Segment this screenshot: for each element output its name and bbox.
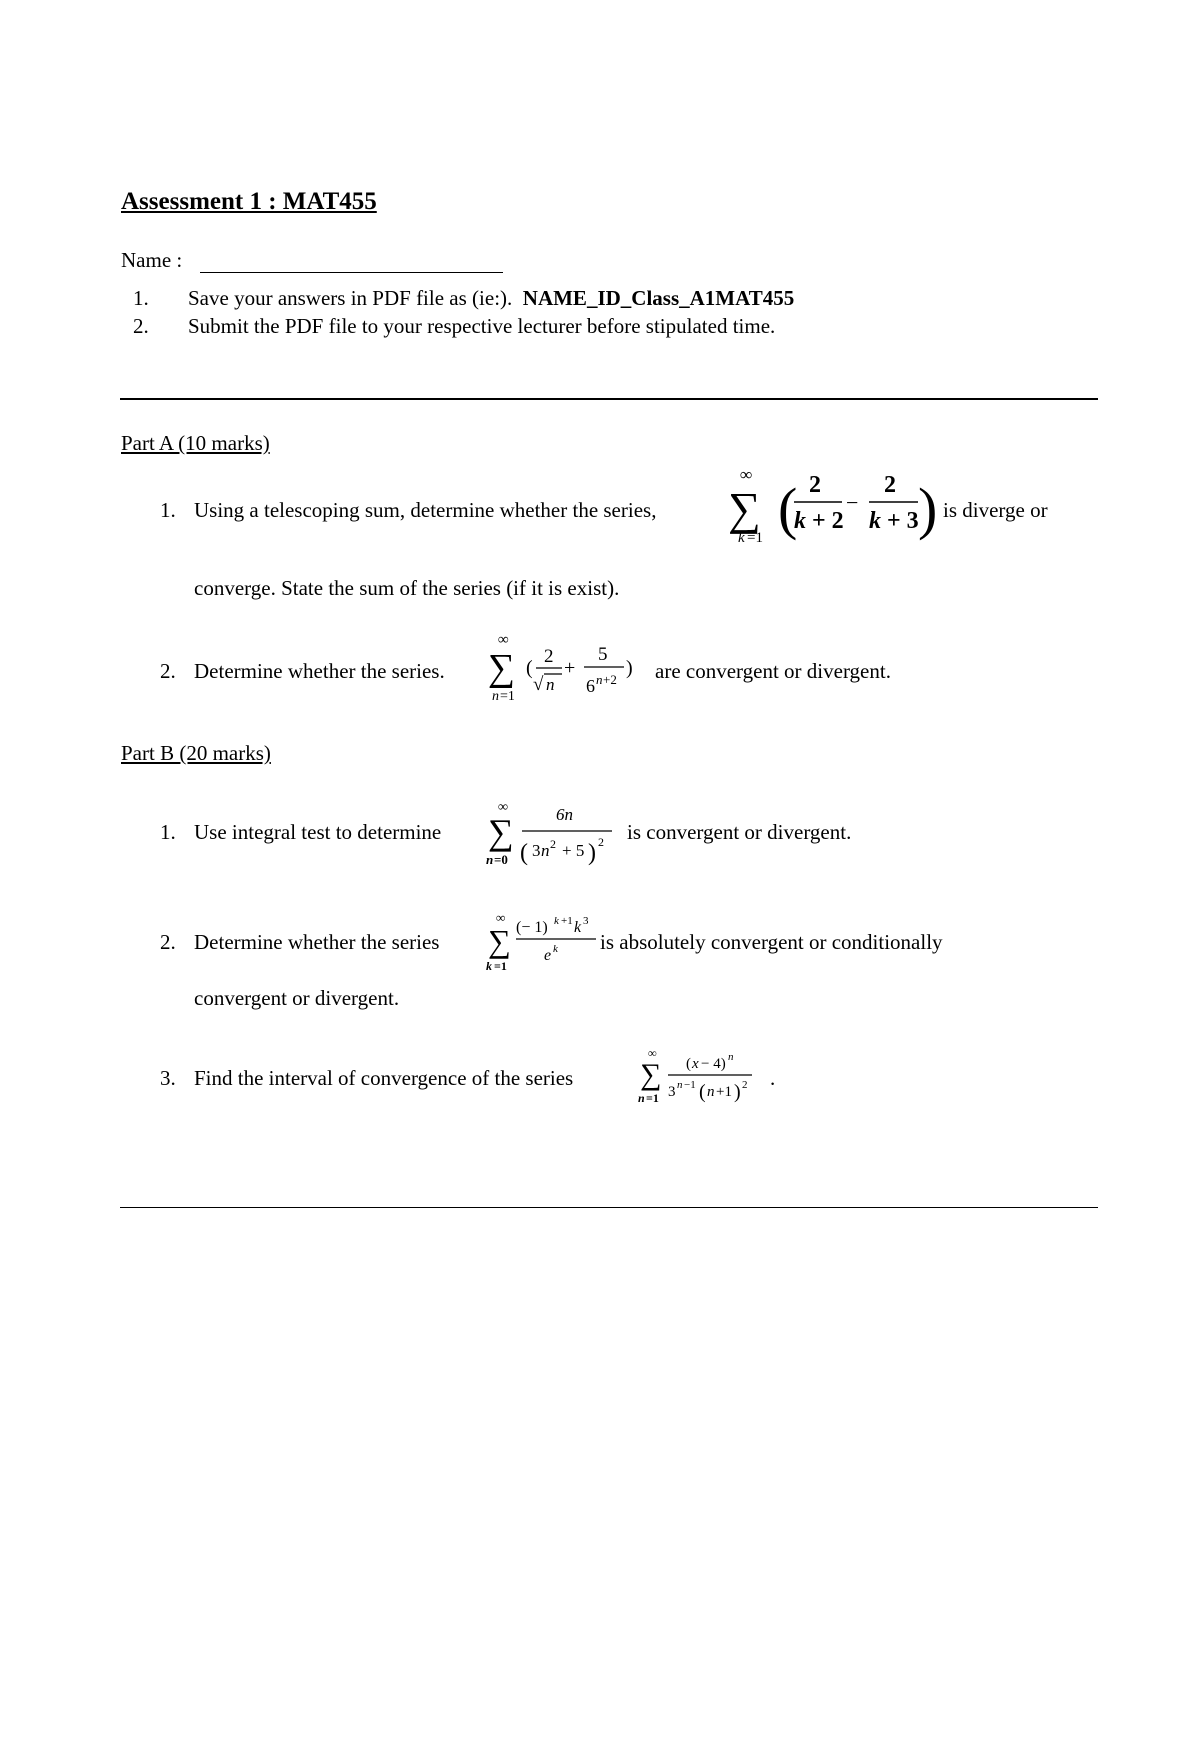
name-blank-line — [200, 272, 503, 273]
svg-text:3: 3 — [668, 1084, 676, 1100]
svg-text:=0: =0 — [494, 852, 508, 867]
part-b-q1-text-after: is convergent or divergent. — [627, 820, 852, 844]
svg-text:n: n — [596, 672, 603, 687]
part-a-q1-series-formula — [728, 462, 938, 544]
part-a-q1-number: 1. — [160, 498, 176, 522]
part-a-q1-continuation: converge. State the sum of the series (if it is exist). — [194, 576, 620, 600]
part-a-q2-text: Determine whether the series. — [194, 659, 445, 683]
svg-text:n: n — [486, 852, 494, 867]
svg-text:): ) — [626, 657, 633, 679]
instruction-number: 2. — [133, 314, 149, 338]
svg-text:): ) — [918, 476, 938, 541]
part-b-q2-text: Determine whether the series — [194, 930, 440, 954]
part-b-q1-text: Use integral test to determine — [194, 820, 442, 844]
svg-text:∞: ∞ — [496, 910, 506, 925]
svg-text:6n: 6n — [556, 805, 573, 824]
instruction-number: 1. — [133, 286, 149, 310]
svg-text:n: n — [728, 1051, 734, 1063]
svg-text:k: k — [738, 530, 745, 544]
part-a-q2-number: 2. — [160, 659, 176, 683]
part-b-q3-series-formula — [638, 1046, 766, 1110]
svg-text:∑: ∑ — [728, 483, 761, 534]
filename-format: NAME_ID_Class_A1MAT455 — [522, 286, 795, 310]
part-b-q3-text: Find the interval of convergence of the series — [194, 1066, 574, 1090]
svg-text:k + 2: k + 2 — [794, 508, 844, 534]
svg-text:n: n — [638, 1091, 645, 1105]
part-b-q1-number: 1. — [160, 820, 176, 844]
svg-text:+ 5: + 5 — [562, 841, 585, 860]
svg-text:∞: ∞ — [648, 1046, 657, 1060]
instruction-text: Save your answers in PDF file as (ie:). NAME_ID_Class_A1MAT455 — [188, 286, 795, 310]
part-a-heading: Part A (10 marks) — [121, 431, 270, 455]
svg-text:+: + — [564, 657, 576, 679]
svg-text:e: e — [544, 947, 552, 964]
svg-text:2: 2 — [550, 837, 556, 851]
svg-text:−: − — [846, 490, 859, 515]
svg-text:2: 2 — [809, 472, 821, 498]
part-b-q2-text-after: is absolutely convergent or conditionally — [600, 930, 943, 954]
svg-text:− 4): − 4) — [701, 1056, 726, 1072]
svg-text:=1: =1 — [747, 530, 763, 544]
svg-text:∑: ∑ — [488, 923, 511, 959]
svg-text:−1: −1 — [684, 1079, 696, 1091]
svg-text:(: ( — [526, 657, 533, 679]
svg-text:3: 3 — [583, 915, 589, 927]
svg-text:(: ( — [778, 476, 798, 541]
name-label: Name : — [121, 248, 183, 272]
svg-text:√: √ — [533, 674, 544, 695]
svg-text:): ) — [588, 840, 596, 866]
svg-text:∑: ∑ — [488, 812, 514, 852]
svg-text:∞: ∞ — [740, 465, 753, 484]
svg-text:n: n — [677, 1079, 683, 1091]
svg-text:n: n — [707, 1084, 715, 1100]
svg-text:∞: ∞ — [498, 800, 508, 815]
part-a-q2-series-formula — [486, 630, 646, 706]
svg-text:∞: ∞ — [498, 632, 509, 648]
svg-text:k: k — [486, 959, 492, 973]
part-b-q2-series-formula — [484, 910, 602, 978]
part-b-q3-text-after: . — [770, 1066, 776, 1090]
instruction-text: Submit the PDF file to your respective lecturer before stipulated time. — [188, 314, 776, 338]
svg-text:(: ( — [520, 840, 528, 866]
svg-text:k + 3: k + 3 — [869, 508, 919, 534]
svg-text:+1: +1 — [561, 915, 573, 927]
svg-text:=1: =1 — [646, 1091, 659, 1105]
svg-text:∑: ∑ — [488, 647, 516, 689]
part-b-q3-number: 3. — [160, 1066, 176, 1090]
svg-text:2: 2 — [544, 646, 554, 667]
svg-text:k: k — [553, 943, 558, 955]
svg-text:(: ( — [686, 1056, 691, 1072]
svg-text:k: k — [574, 919, 582, 936]
svg-text:5: 5 — [598, 644, 608, 665]
svg-text:+1: +1 — [716, 1084, 732, 1100]
svg-text:n: n — [546, 675, 555, 694]
svg-text:): ) — [734, 1081, 741, 1103]
part-a-q1-text: Using a telescoping sum, determine whether the series, — [194, 498, 657, 522]
part-b-heading: Part B (20 marks) — [121, 741, 271, 765]
svg-text:2: 2 — [598, 835, 604, 849]
part-b-q2-number: 2. — [160, 930, 176, 954]
svg-text:(− 1): (− 1) — [516, 919, 548, 936]
svg-text:∑: ∑ — [640, 1058, 662, 1091]
svg-text:n: n — [541, 841, 550, 860]
svg-text:2: 2 — [884, 472, 896, 498]
svg-text:x: x — [692, 1056, 699, 1072]
svg-text:k: k — [554, 915, 559, 927]
part-a-q2-text-after: are convergent or divergent. — [655, 659, 891, 683]
page-title: Assessment 1 : MAT455 — [121, 188, 377, 215]
svg-text:(: ( — [699, 1081, 706, 1103]
part-b-q1-series-formula — [484, 798, 624, 876]
svg-text:n: n — [492, 689, 499, 704]
svg-text:+2: +2 — [603, 672, 617, 687]
svg-text:3: 3 — [532, 841, 541, 860]
divider-top — [120, 398, 1098, 400]
divider-bottom — [120, 1207, 1098, 1208]
svg-text:2: 2 — [742, 1079, 748, 1091]
part-b-q2-continuation: convergent or divergent. — [194, 986, 400, 1010]
part-a-q1-text-after: is diverge or — [943, 498, 1048, 522]
svg-text:6: 6 — [586, 676, 595, 696]
svg-text:=1: =1 — [494, 959, 507, 973]
svg-text:=1: =1 — [500, 689, 515, 704]
